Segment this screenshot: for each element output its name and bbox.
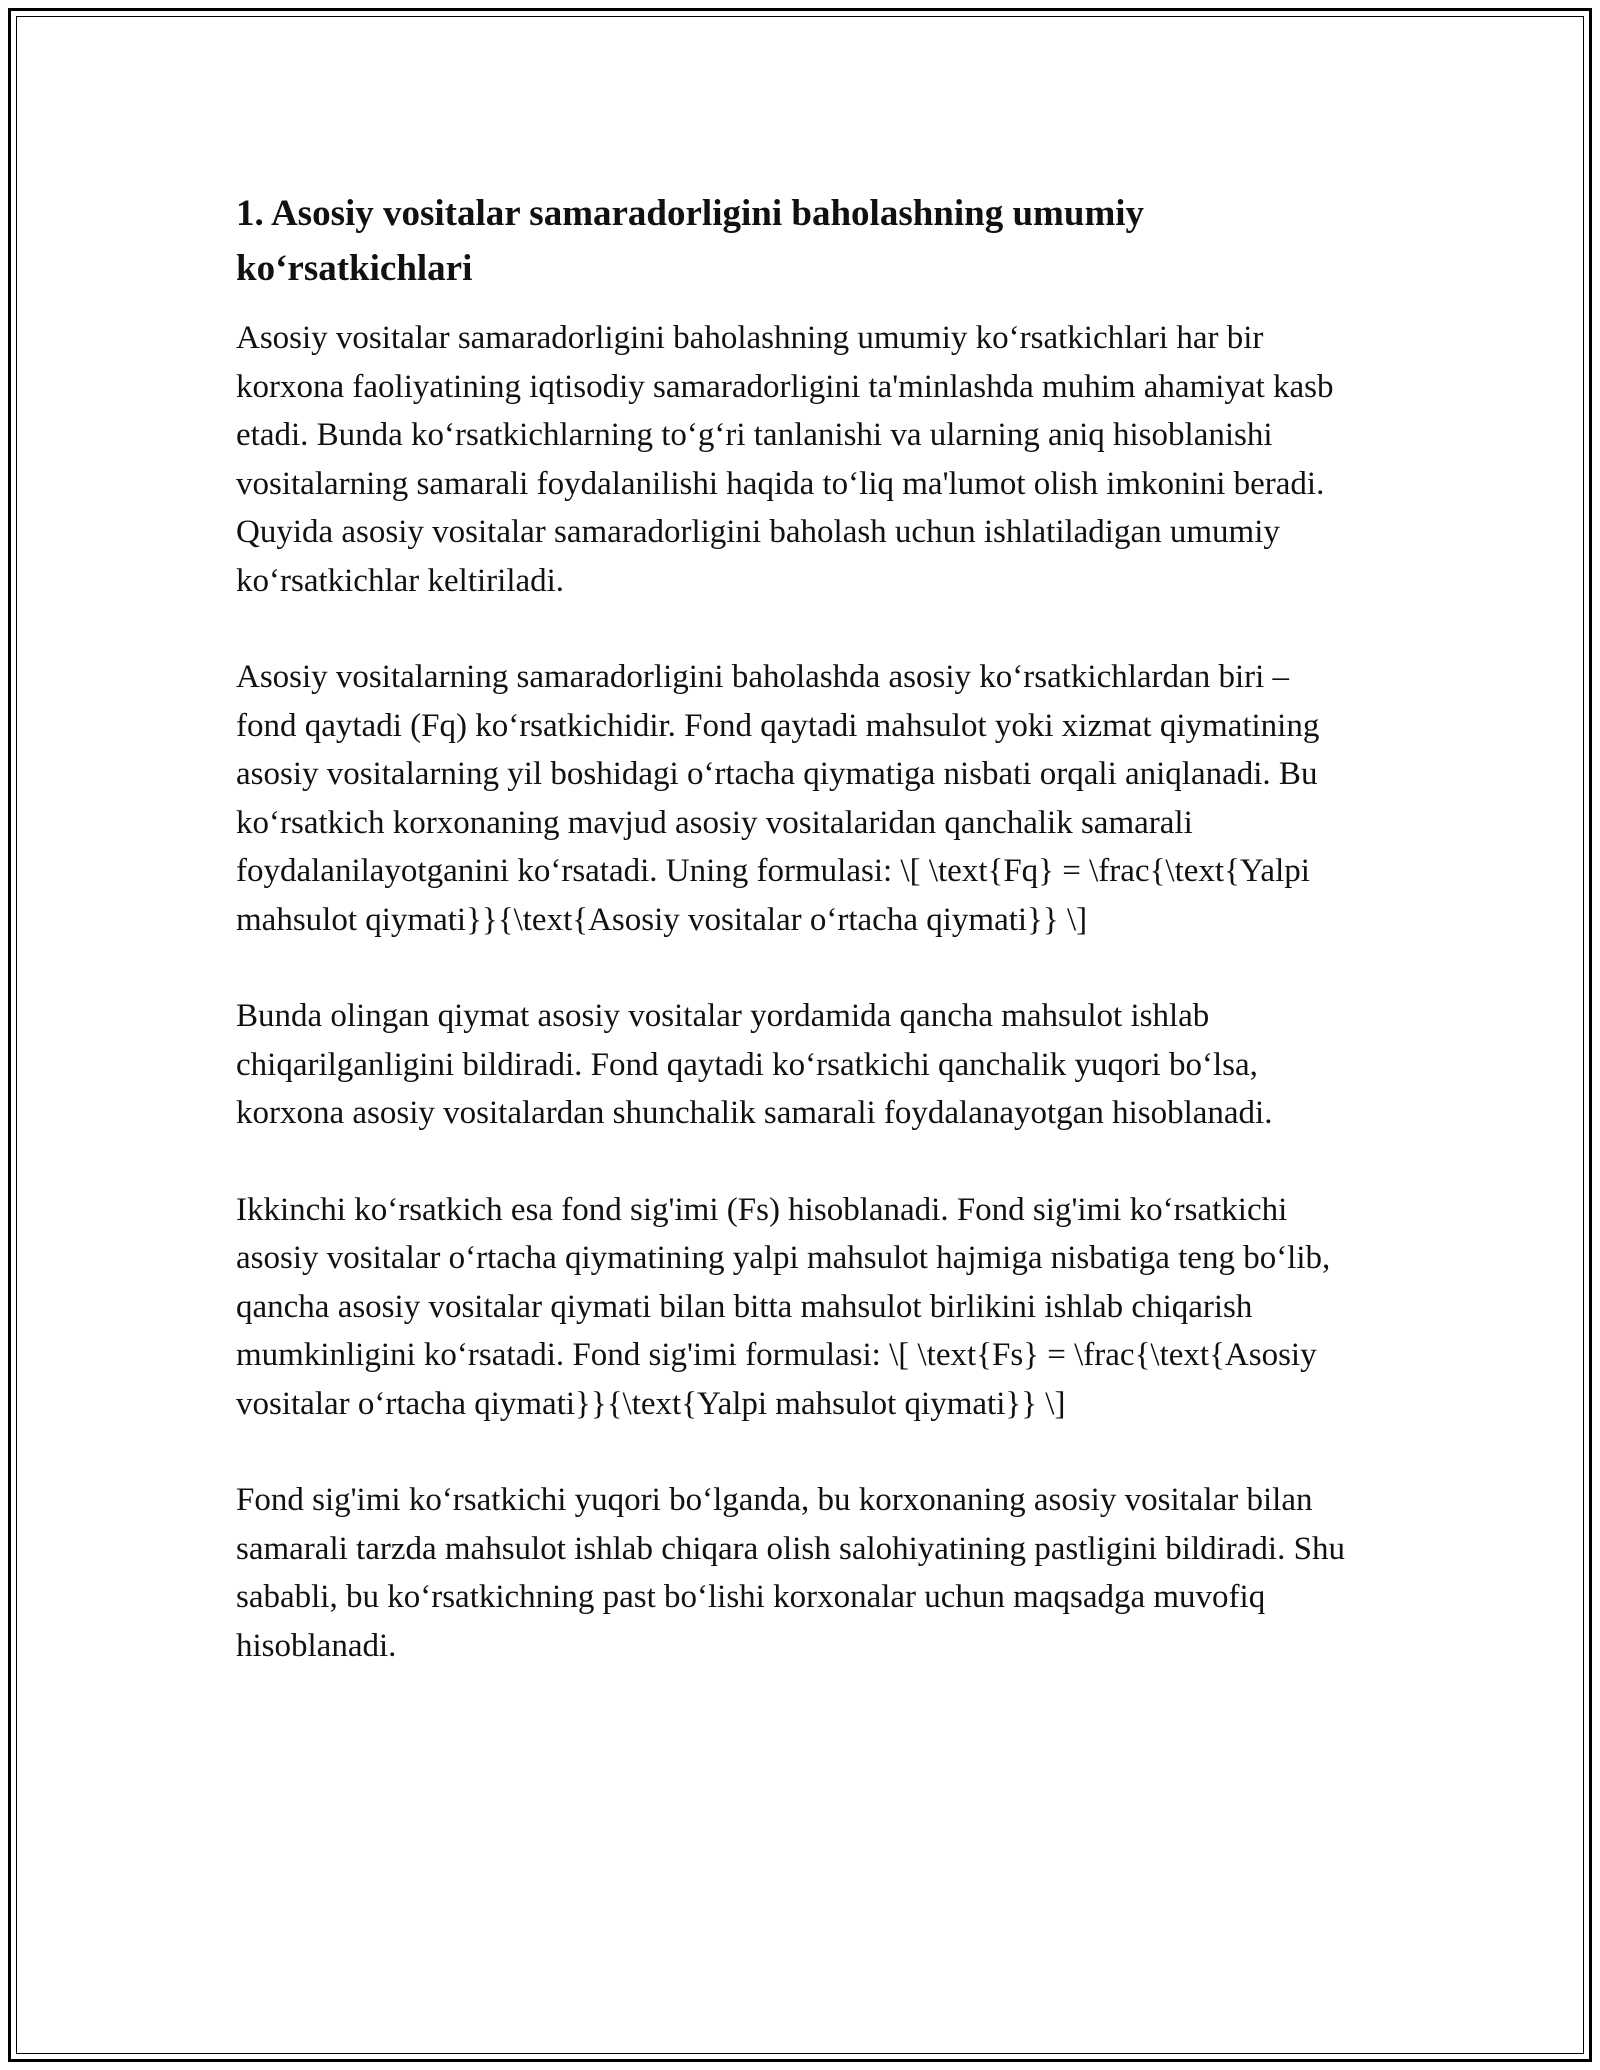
- paragraph-spacer: [236, 1138, 1356, 1186]
- heading-spacer: [236, 296, 1356, 314]
- paragraph-spacer: [236, 1428, 1356, 1476]
- paragraph-fond-sigimi: Ikkinchi ko‘rsatkich esa fond sig'imi (Fs) hisoblanadi. Fond sig'imi ko‘rsatkichi asosiy vositalar o‘rtacha qiymatining yalpi mahsulot hajmiga nisbatiga teng bo‘lib, qancha asosiy vositalar qiymati bilan bitta mahsulot birlikini ishlab chiqarish mumkinligini ko‘rsatadi. Fond sig'imi formulasi: \[ \text{Fs} = \frac{\text{Asosiy vositalar o‘rtacha qiymati}}{\text{Yalpi mahsulot qiymati}} \]: [236, 1191, 1331, 1422]
- paragraph-fond-qaytadi-explanation: Bunda olingan qiymat asosiy vositalar yordamida qancha mahsulot ishlab chiqarilganligini bildiradi. Fond qaytadi ko‘rsatkichi qanchalik yuqori bo‘lsa, korxona asosiy vositalardan shunchalik samarali foydalanayotgan hisoblanadi.: [236, 998, 1273, 1131]
- paragraph-spacer: [236, 944, 1356, 992]
- paragraph-spacer: [236, 605, 1356, 653]
- paragraph-intro: Asosiy vositalar samaradorligini baholashning umumiy ko‘rsatkichlari har bir korxona faoliyatining iqtisodiy samaradorligini ta'minlashda muhim ahamiyat kasb etadi. Bunda ko‘rsatkichlarning to‘g‘ri tanlanishi va ularning aniq hisoblanishi vositalarning samarali foydalanilishi haqida to‘liq ma'lumot olish imkonini beradi. Quyida asosiy vositalar samaradorligini baholash uchun ishlatiladigan umumiy ko‘rsatkichlar keltiriladi.: [236, 320, 1334, 599]
- document-body: [236, 186, 1356, 1670]
- section-heading: 1. Asosiy vositalar samaradorligini baholashning umumiy ko‘rsatkichlari: [236, 193, 1145, 289]
- paragraph-fond-qaytadi: Asosiy vositalarning samaradorligini baholashda asosiy ko‘rsatkichlardan biri – fond qaytadi (Fq) ko‘rsatkichidir. Fond qaytadi mahsulot yoki xizmat qiymatining asosiy vositalarning yil boshidagi o‘rtacha qiymatiga nisbati orqali aniqlanadi. Bu ko‘rsatkich korxonaning mavjud asosiy vositalaridan qanchalik samarali foydalanilayotganini ko‘rsatadi. Uning formulasi: \[ \text{Fq} = \frac{\text{Yalpi mahsulot qiymati}}{\text{Asosiy vositalar o‘rtacha qiymati}} \]: [236, 659, 1320, 938]
- paragraph-fond-sigimi-explanation: Fond sig'imi ko‘rsatkichi yuqori bo‘lganda, bu korxonaning asosiy vositalar bilan samarali tarzda mahsulot ishlab chiqara olish salohiyatining pastligini bildiradi. Shu sababli, bu ko‘rsatkichning past bo‘lishi korxonalar uchun maqsadga muvofiq hisoblanadi.: [236, 1482, 1345, 1664]
